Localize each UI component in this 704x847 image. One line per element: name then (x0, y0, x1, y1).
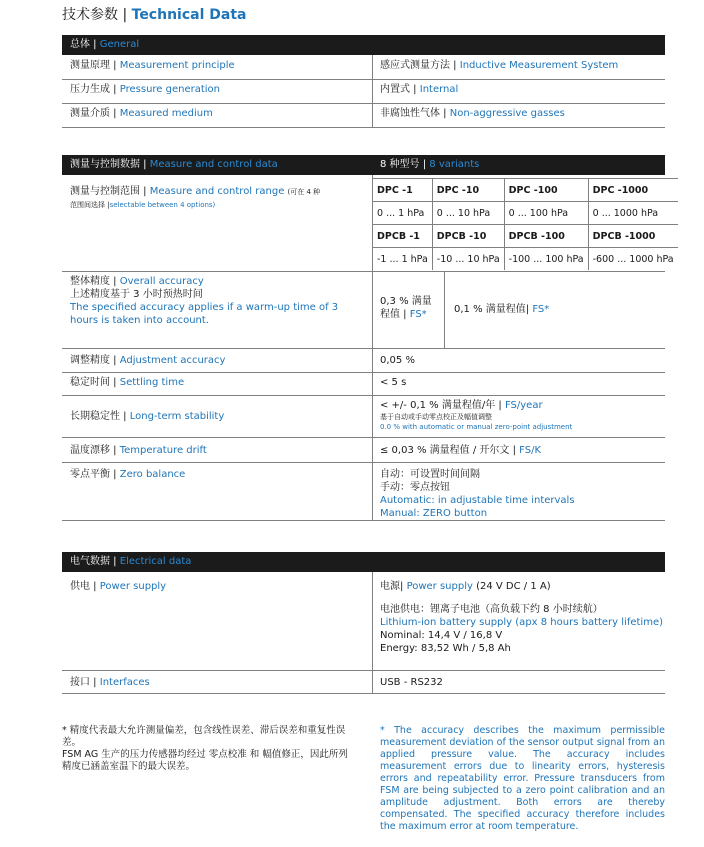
general-row-pressure: 压力生成 | Pressure generation 内置式 | Internal (62, 79, 665, 104)
range-dpcb-10: -10 ... 10 hPa (432, 248, 504, 271)
temp-row: 温度漂移 | Temperature drift ≤ 0,03 % 满量程值 / 开尔文 | FS/K (62, 437, 665, 463)
adjust-row: 调整精度 | Adjustment accuracy 0,05 % (62, 348, 665, 373)
page-title (62, 4, 246, 24)
range-grid (372, 178, 678, 270)
general-header-en: General (99, 39, 140, 50)
range-dpc-10: 0 ... 10 hPa (432, 202, 504, 225)
model-dpcb-1000: DPCB -1000 (588, 225, 678, 248)
model-dpc-100: DPC -100 (504, 179, 588, 202)
model-dpc-10: DPC -10 (432, 179, 504, 202)
accuracy-divider (444, 271, 445, 348)
range-dpc-100: 0 ... 100 hPa (504, 202, 588, 225)
title-en: Technical Data (131, 7, 247, 23)
model-dpc-1000: DPC -1000 (588, 179, 678, 202)
model-dpcb-1: DPCB -1 (373, 225, 433, 248)
range-dpc-1: 0 ... 1 hPa (373, 202, 433, 225)
general-row-principle: 测量原理 | Measurement principle 感应式测量方法 | Inductive Measurement System (62, 55, 665, 80)
range-dpcb-1: -1 ... 1 hPa (373, 248, 433, 271)
accuracy-row: 整体精度 | Overall accuracy 上述精度基于 3 小时预热时间 The specified accuracy applies if a warm-up time of 3 hours is taken into account. 0,3 % 满量程值 | FS* 0,1 % 满量程值| FS* (62, 271, 665, 349)
footnote-en: * The accuracy describes the maximum permissible measurement deviation of the sensor output signal from an applied pressure value. The accuracy includes measurement errors due to linearity errors, hysteresis errors and repeatability error. Pressure transducers from FSM are being subjected to a zero point calibration and an amplitude adjustment. Both errors are thereby compensated. The specified accuracy therefore includes the maximum error at room temperature. (380, 725, 665, 832)
zero-row: 零点平衡 | Zero balance 自动：可设置时间间隔 手动：零点按钮 Automatic: in adjustable time intervals Manual: ZERO button (62, 462, 665, 521)
title-zh: 技术参数 | (62, 7, 128, 23)
general-header-zh: 总体 | (70, 39, 97, 50)
measure-header: 测量与控制数据 | Measure and control data 8 种型号 | 8 variants (62, 155, 665, 175)
range-dpc-1000: 0 ... 1000 hPa (588, 202, 678, 225)
model-dpc-1: DPC -1 (373, 179, 433, 202)
range-dpcb-1000: -600 ... 1000 hPa (588, 248, 678, 271)
range-row: 测量与控制范围 | Measure and control range (可在 4 种范围间选择 |selectable between 4 options) (62, 175, 665, 272)
interfaces-row: 接口 | Interfaces USB - RS232 (62, 670, 665, 694)
model-dpcb-100: DPCB -100 (504, 225, 588, 248)
model-dpcb-10: DPCB -10 (432, 225, 504, 248)
general-header (62, 35, 665, 55)
electrical-header: 电气数据 | Electrical data (62, 552, 665, 572)
general-row-medium: 测量介质 | Measured medium 非腐蚀性气体 | Non-aggressive gasses (62, 103, 665, 128)
settle-row: 稳定时间 | Settling time < 5 s (62, 372, 665, 396)
longterm-row: 长期稳定性 | Long-term stability < +/- 0,1 % 满量程值/年 | FS/year 基于自动或手动零点校正及幅值调整 0.0 % with automatic or manual zero-point adjustment (62, 395, 665, 438)
range-dpcb-100: -100 ... 100 hPa (504, 248, 588, 271)
footnote-zh: * 精度代表最大允许测量偏差，包含线性误差、滞后误差和重复性误差。 FSM AG 生产的压力传感器均经过 零点校准 和 幅值修正，因此所列精度已涵盖室温下的最大误差。 (62, 725, 348, 772)
power-row: 供电 | Power supply 电源| Power supply (24 V DC / 1 A) 电池供电：锂离子电池（高负载下约 8 小时续航） Lithium-ion battery supply (apx 8 hours battery lifetime) Nominal: 14,4 V / 16,8 V Energy: 83,52 Wh / 5,8 Ah (62, 572, 665, 671)
